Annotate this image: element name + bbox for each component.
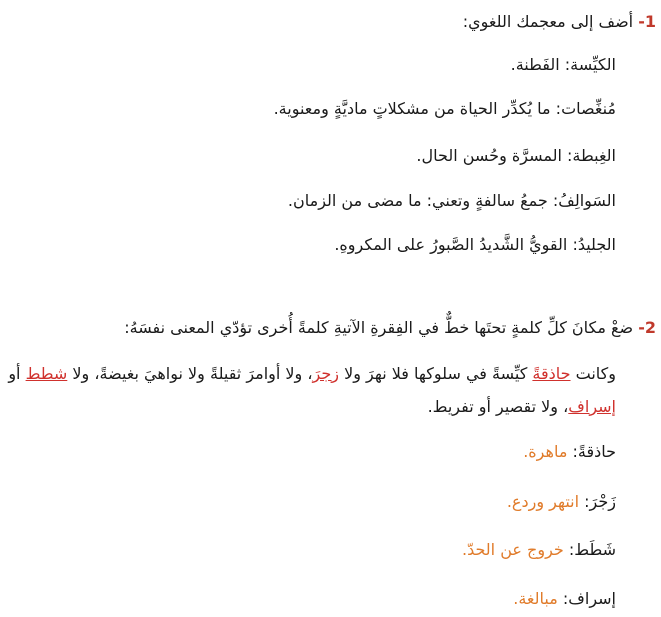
underlined-word: إسراف	[568, 397, 616, 416]
vocab-meaning: جمعُ سالفةٍ وتعني: ما مضى من الزمان.	[287, 191, 548, 210]
vocab-meaning: القويُّ الشَّديدُ الصَّبورُ على المكروهِ.	[334, 235, 568, 254]
passage-text: ، ولا تقصير أو تفريط.	[427, 397, 569, 416]
vocab-item	[511, 53, 616, 77]
answer-value: ماهرة.	[523, 442, 568, 461]
vocab-item	[274, 97, 616, 121]
passage-text: أو	[8, 364, 26, 383]
answer-term: حاذقةً:	[572, 442, 616, 461]
answer-term: زَجْرَ:	[584, 492, 616, 511]
question-1-number: 1-	[638, 12, 656, 31]
vocab-item	[334, 233, 616, 257]
vocab-item	[288, 189, 616, 213]
vocab-item	[416, 144, 616, 168]
question-1-heading	[463, 10, 656, 34]
question-2-text: ضعْ مكانَ كلِّ كلمةٍ تحتَها خطٌّ في الفِقرةِ الآتيةِ كلمةً أُخرى تؤدّي المعنى نفسَهُ:	[124, 318, 634, 337]
vocab-term: مُنغِّصات:	[555, 99, 616, 118]
passage-paragraph	[6, 357, 616, 423]
vocab-term: الكيِّسة:	[564, 55, 616, 74]
vocab-term: الغِبطة:	[567, 146, 616, 165]
answer-item	[513, 587, 616, 611]
vocab-meaning: ما يُكدِّر الحياة من مشكلاتٍ ماديَّةٍ ومعنوية.	[273, 99, 551, 118]
answer-value: انتهر وردع.	[506, 492, 580, 511]
answer-item	[462, 538, 616, 562]
answer-value: مبالغة.	[513, 589, 558, 608]
question-2-number: 2-	[638, 318, 656, 337]
vocab-term: الجليدُ:	[572, 235, 616, 254]
vocab-term: السَوالِفُ:	[552, 191, 616, 210]
vocab-meaning: الفَطنة.	[510, 55, 560, 74]
answer-item	[507, 490, 616, 514]
underlined-word: حاذقةً	[532, 364, 571, 383]
vocab-meaning: المسرَّة وحُسن الحال.	[416, 146, 562, 165]
question-1-text: أضف إلى معجمك اللغوي:	[462, 12, 634, 31]
passage-text: ، ولا أوامرَ ثقيلةً ولا نواهيَ بغيضةً، ولا	[67, 364, 313, 383]
passage-text: وكانت	[570, 364, 616, 383]
underlined-word: شطط	[25, 364, 68, 383]
passage-text: كيِّسةً في سلوكها فلا نهرَ ولا	[338, 364, 533, 383]
underlined-word: زجرَ	[312, 364, 339, 383]
answer-value: خروج عن الحدّ.	[461, 540, 564, 559]
question-2-heading	[124, 316, 656, 340]
answer-item	[523, 440, 616, 464]
answer-term: إسراف:	[562, 589, 616, 608]
answer-term: شَطَط:	[568, 540, 616, 559]
